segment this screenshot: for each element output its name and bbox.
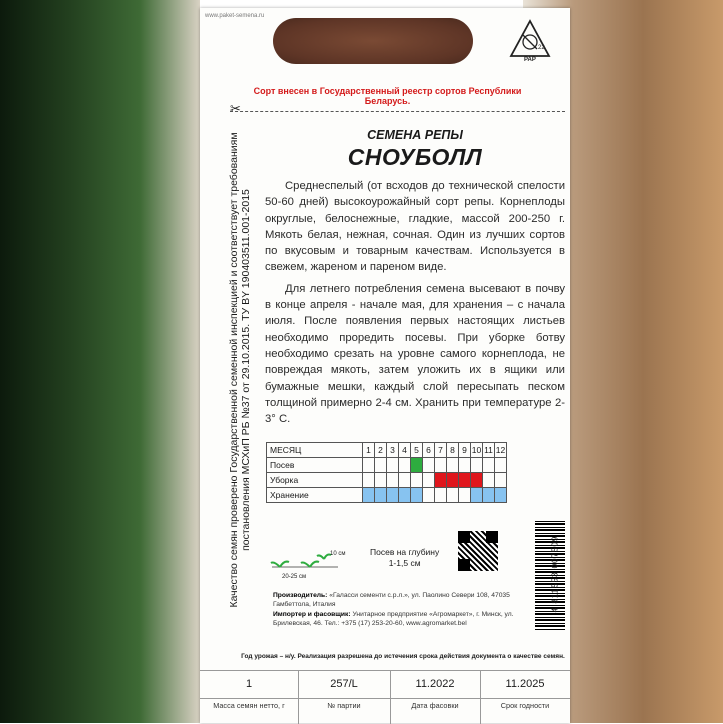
lot-label: № партии bbox=[298, 698, 390, 710]
sowing-depth-label: Посев на глубину bbox=[370, 547, 440, 557]
packet-url: www.paket-semena.ru bbox=[205, 13, 265, 19]
calendar-cell bbox=[471, 458, 483, 473]
importer-text: Унитарное предприятие «Агромаркет», г. Минск, ул. Брилевская, 46. Тел.: +375 (17) 253-20-60, www.agromarket.bel bbox=[273, 611, 514, 627]
calendar-row-label: Уборка bbox=[267, 473, 363, 488]
producer-label: Производитель: bbox=[273, 592, 328, 599]
month-5: 5 bbox=[411, 443, 423, 458]
scissors-icon: ✂ bbox=[230, 101, 241, 116]
calendar-cell bbox=[387, 488, 399, 503]
calendar-cell bbox=[387, 473, 399, 488]
lot-value: 257/L bbox=[330, 678, 358, 690]
calendar-header-label: МЕСЯЦ bbox=[267, 443, 363, 458]
sprout-spacing-icon bbox=[268, 545, 348, 581]
pack-date-label: Дата фасовки bbox=[390, 698, 480, 710]
calendar-header-row bbox=[267, 443, 507, 458]
weight-label: Масса семян нетто, г bbox=[200, 698, 298, 710]
calendar-row-label: Хранение bbox=[267, 488, 363, 503]
weight-value: 1 bbox=[245, 678, 253, 690]
month-9: 9 bbox=[459, 443, 471, 458]
footer-expiry bbox=[480, 671, 570, 724]
calendar-cell bbox=[387, 458, 399, 473]
calendar-cell bbox=[411, 488, 423, 503]
packet-footer bbox=[200, 670, 570, 724]
calendar-cell bbox=[471, 473, 483, 488]
calendar-cell bbox=[423, 488, 435, 503]
month-2: 2 bbox=[375, 443, 387, 458]
recycle-number: 22 bbox=[538, 45, 545, 51]
calendar-row-harvest bbox=[267, 473, 507, 488]
calendar-cell bbox=[375, 488, 387, 503]
calendar-cell bbox=[423, 458, 435, 473]
expiry-label: Срок годности bbox=[480, 698, 570, 710]
producer-info bbox=[273, 592, 538, 628]
sowing-depth-value: 1-1,5 см bbox=[388, 558, 421, 568]
calendar-cell bbox=[495, 488, 507, 503]
month-8: 8 bbox=[447, 443, 459, 458]
product-subtitle: СЕМЕНА РЕПЫ bbox=[367, 128, 463, 142]
sowing-calendar bbox=[266, 442, 507, 503]
calendar-cell bbox=[459, 488, 471, 503]
calendar-cell bbox=[495, 473, 507, 488]
producer-text: «Галасси сементи с.р.л.», ул. Паолино Севери 108, 47035 Гамбеттола, Италия bbox=[273, 592, 510, 608]
spacing-plant-label: 20-25 см bbox=[282, 574, 307, 580]
calendar-cell bbox=[399, 473, 411, 488]
barcode-number: 4 811553 007509 bbox=[550, 535, 560, 613]
month-4: 4 bbox=[399, 443, 411, 458]
calendar-cell bbox=[435, 473, 447, 488]
calendar-cell bbox=[483, 488, 495, 503]
calendar-cell bbox=[435, 458, 447, 473]
recycle-icon bbox=[508, 18, 552, 62]
calendar-cell bbox=[411, 458, 423, 473]
hang-hole bbox=[273, 18, 473, 64]
calendar-cell bbox=[495, 458, 507, 473]
calendar-cell bbox=[399, 488, 411, 503]
calendar-cell bbox=[423, 473, 435, 488]
expiry-value: 11.2025 bbox=[505, 678, 545, 690]
calendar-cell bbox=[435, 488, 447, 503]
calendar-row-storage bbox=[267, 488, 507, 503]
calendar-cell bbox=[483, 458, 495, 473]
calendar-cell bbox=[447, 458, 459, 473]
month-1: 1 bbox=[363, 443, 375, 458]
month-11: 11 bbox=[483, 443, 495, 458]
footer-pack-date bbox=[390, 671, 481, 724]
calendar-cell bbox=[447, 488, 459, 503]
recycle-code: PAP bbox=[524, 57, 536, 62]
month-10: 10 bbox=[471, 443, 483, 458]
importer-label: Импортер и фасовщик: bbox=[273, 611, 351, 619]
calendar-row-sowing bbox=[267, 458, 507, 473]
quality-statement: Качество семян проверено Государственной семенной инспекцией и соответствует требованиям постановления МСХиП РБ №37 от 29.10.2015. ТУ BY 190403511.001-2015 bbox=[228, 132, 252, 608]
month-7: 7 bbox=[435, 443, 447, 458]
calendar-cell bbox=[375, 473, 387, 488]
cultivation-paragraph: Для летнего потребления семена высевают в почву в конце апреля - начале мая, для хранения – с начала июля. После появления первых настоящих листьев необходимо проредить посевы. При уборке ботву необходимо срезать на уровне самого корнеплода, не повреждая мякоть, затем уложить их в ящики или бумажные мешки, каждый слой пересыпать песком толщиной примерно 2-4 см. Хранить при температуре 2-3° С. bbox=[265, 282, 565, 426]
description-block bbox=[265, 128, 565, 427]
month-6: 6 bbox=[423, 443, 435, 458]
calendar-cell bbox=[375, 458, 387, 473]
calendar-cell bbox=[363, 473, 375, 488]
background-photo-left bbox=[0, 0, 200, 723]
description-paragraph: Среднеспелый (от всходов до технической спелости 50-60 дней) высокоурожайный сорт репы. Корнеплоды округлые, белоснежные, гладкие, массой 200-250 г. Мякоть белая, нежная, сочная. Один из лучших сортов по вкусовым и товарным качествам. Используется в свежем, жареном и пареном виде. bbox=[265, 180, 565, 274]
registry-note: Сорт внесен в Государственный реестр сортов Республики Беларусь. bbox=[253, 86, 522, 106]
month-3: 3 bbox=[387, 443, 399, 458]
qr-code bbox=[458, 531, 498, 571]
calendar-cell bbox=[363, 488, 375, 503]
pack-date-value: 11.2022 bbox=[415, 678, 455, 690]
calendar-cell bbox=[459, 458, 471, 473]
footer-lot bbox=[298, 671, 391, 724]
calendar-cell bbox=[411, 473, 423, 488]
calendar-cell bbox=[459, 473, 471, 488]
month-12: 12 bbox=[495, 443, 507, 458]
cut-line bbox=[230, 111, 565, 112]
spacing-row-label: 10 см bbox=[330, 551, 346, 557]
calendar-cell bbox=[363, 458, 375, 473]
harvest-year-note: Год урожая – н/у. Реализация разрешена до истечения срока действия документа о качестве семян. bbox=[241, 653, 565, 660]
calendar-cell bbox=[399, 458, 411, 473]
calendar-cell bbox=[471, 488, 483, 503]
product-title: СНОУБОЛЛ bbox=[347, 144, 483, 170]
calendar-cell bbox=[483, 473, 495, 488]
sowing-depth bbox=[370, 547, 439, 569]
calendar-row-label: Посев bbox=[267, 458, 363, 473]
calendar-cell bbox=[447, 473, 459, 488]
footer-weight bbox=[200, 671, 299, 724]
